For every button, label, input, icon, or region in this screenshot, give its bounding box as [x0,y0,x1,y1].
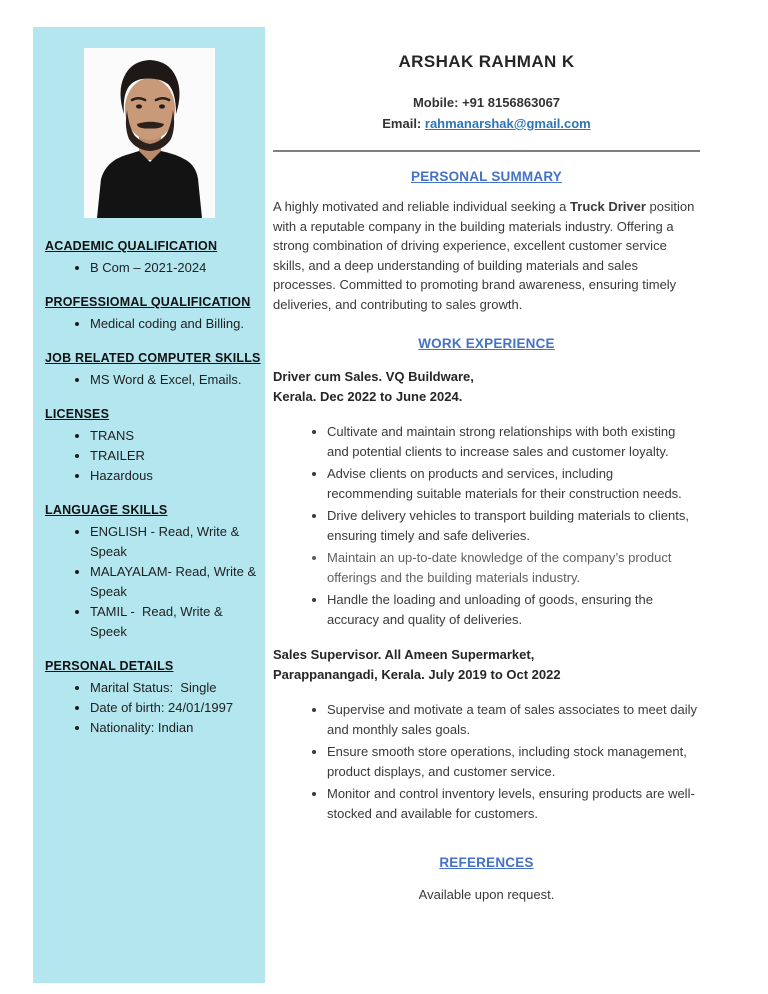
personal-summary-heading: PERSONAL SUMMARY [411,169,562,184]
list-item: • ENGLISH - Read, Write & Speak [90,522,261,562]
list-item: • MS Word & Excel, Emails. [90,370,261,390]
section-computer-skills [45,351,261,390]
bullet-item: • Supervise and motivate a team of sales associates to meet daily and monthly sales goals. [327,700,700,739]
header-divider [273,150,700,152]
section-licenses [45,407,261,486]
section-heading: JOB RELATED COMPUTER SKILLS [45,351,261,365]
job-title-line: Driver cum Sales. VQ Buildware, [273,369,474,384]
bullet-item: • Maintain an up-to-date knowledge of the company’s product offerings and the building materials industry. [327,548,700,587]
list-item: • TAMIL - Read, Write & Speek [90,602,261,642]
section-heading: LANGUAGE SKILLS [45,503,168,517]
bullet-item: • Advise clients on products and services, including recommending suitable materials for their construction needs. [327,464,700,503]
job-title-line: Kerala. Dec 2022 to June 2024. [273,389,463,404]
section-heading: LICENSES [45,407,110,421]
section-professional-qualification [45,295,261,334]
job-title-line: Parappanangadi, Kerala. July 2019 to Oct 2022 [273,667,561,682]
main-content [273,0,700,902]
job-title-2 [273,645,700,685]
work-experience-heading: WORK EXPERIENCE [418,336,555,351]
list-item: • TRAILER [90,446,261,466]
bullet-item: • Cultivate and maintain strong relationships with both existing and potential clients to increase sales and customer loyalty. [327,422,700,461]
mobile-value: +91 8156863067 [462,95,561,110]
sidebar-content [45,239,261,755]
list-item: • Medical coding and Billing. [90,314,261,334]
list-item: • Date of birth: 24/01/1997 [90,698,261,718]
list-item: • MALAYALAM- Read, Write & Speak [90,562,261,602]
job-title-1 [273,367,700,407]
profile-photo [84,48,215,218]
bullet-item: • Ensure smooth store operations, including stock management, product displays, and customer service. [327,742,700,781]
list-item: • Nationality: Indian [90,718,261,738]
personal-summary-text [273,197,700,314]
summary-post: position with a reputable company in the building materials industry. Offering a strong combination of driving experience, excellent customer service skills, and a deep understanding of building materials and sales processes. Committed to promoting brand awareness, ensuring timely deliveries, and contributing to sales growth. [273,199,695,312]
list-item: • B Com – 2021-2024 [90,258,261,278]
section-academic-qualification [45,239,261,278]
bullet-item: • Drive delivery vehicles to transport building materials to clients, ensuring timely and safe deliveries. [327,506,700,545]
email-link[interactable]: rahmanarshak@gmail.com [424,116,591,131]
job-2-bullets [273,700,700,823]
contact-block [273,92,700,134]
bullet-item: • Monitor and control inventory levels, ensuring products are well-stocked and available for customers. [327,784,700,823]
list-item: • Hazardous [90,466,261,486]
section-heading: PROFESSIOMAL QUALIFICATION [45,295,251,309]
mobile-label: Mobile: [412,95,459,110]
references-heading: REFERENCES [439,855,534,870]
summary-bold-role: Truck Driver [570,199,646,214]
sidebar [33,27,265,983]
mobile-line [273,92,700,113]
section-heading: ACADEMIC QUALIFICATION [45,239,218,253]
bullet-item: • Handle the loading and unloading of goods, ensuring the accuracy and quality of deliveries. [327,590,700,629]
references-text: Available upon request. [418,887,555,902]
summary-pre: A highly motivated and reliable individual seeking a [273,199,571,214]
section-personal-details [45,659,261,738]
email-line [273,113,700,134]
portrait-illustration [84,48,215,218]
list-item: • Marital Status: Single [90,678,261,698]
section-language-skills [45,503,261,642]
job-title-line: Sales Supervisor. All Ameen Supermarket, [273,647,535,662]
email-label: Email: [382,116,422,131]
candidate-name: ARSHAK RAHMAN K [398,52,575,71]
list-item: • TRANS [90,426,261,446]
section-heading: PERSONAL DETAILS [45,659,174,673]
job-1-bullets [273,422,700,629]
